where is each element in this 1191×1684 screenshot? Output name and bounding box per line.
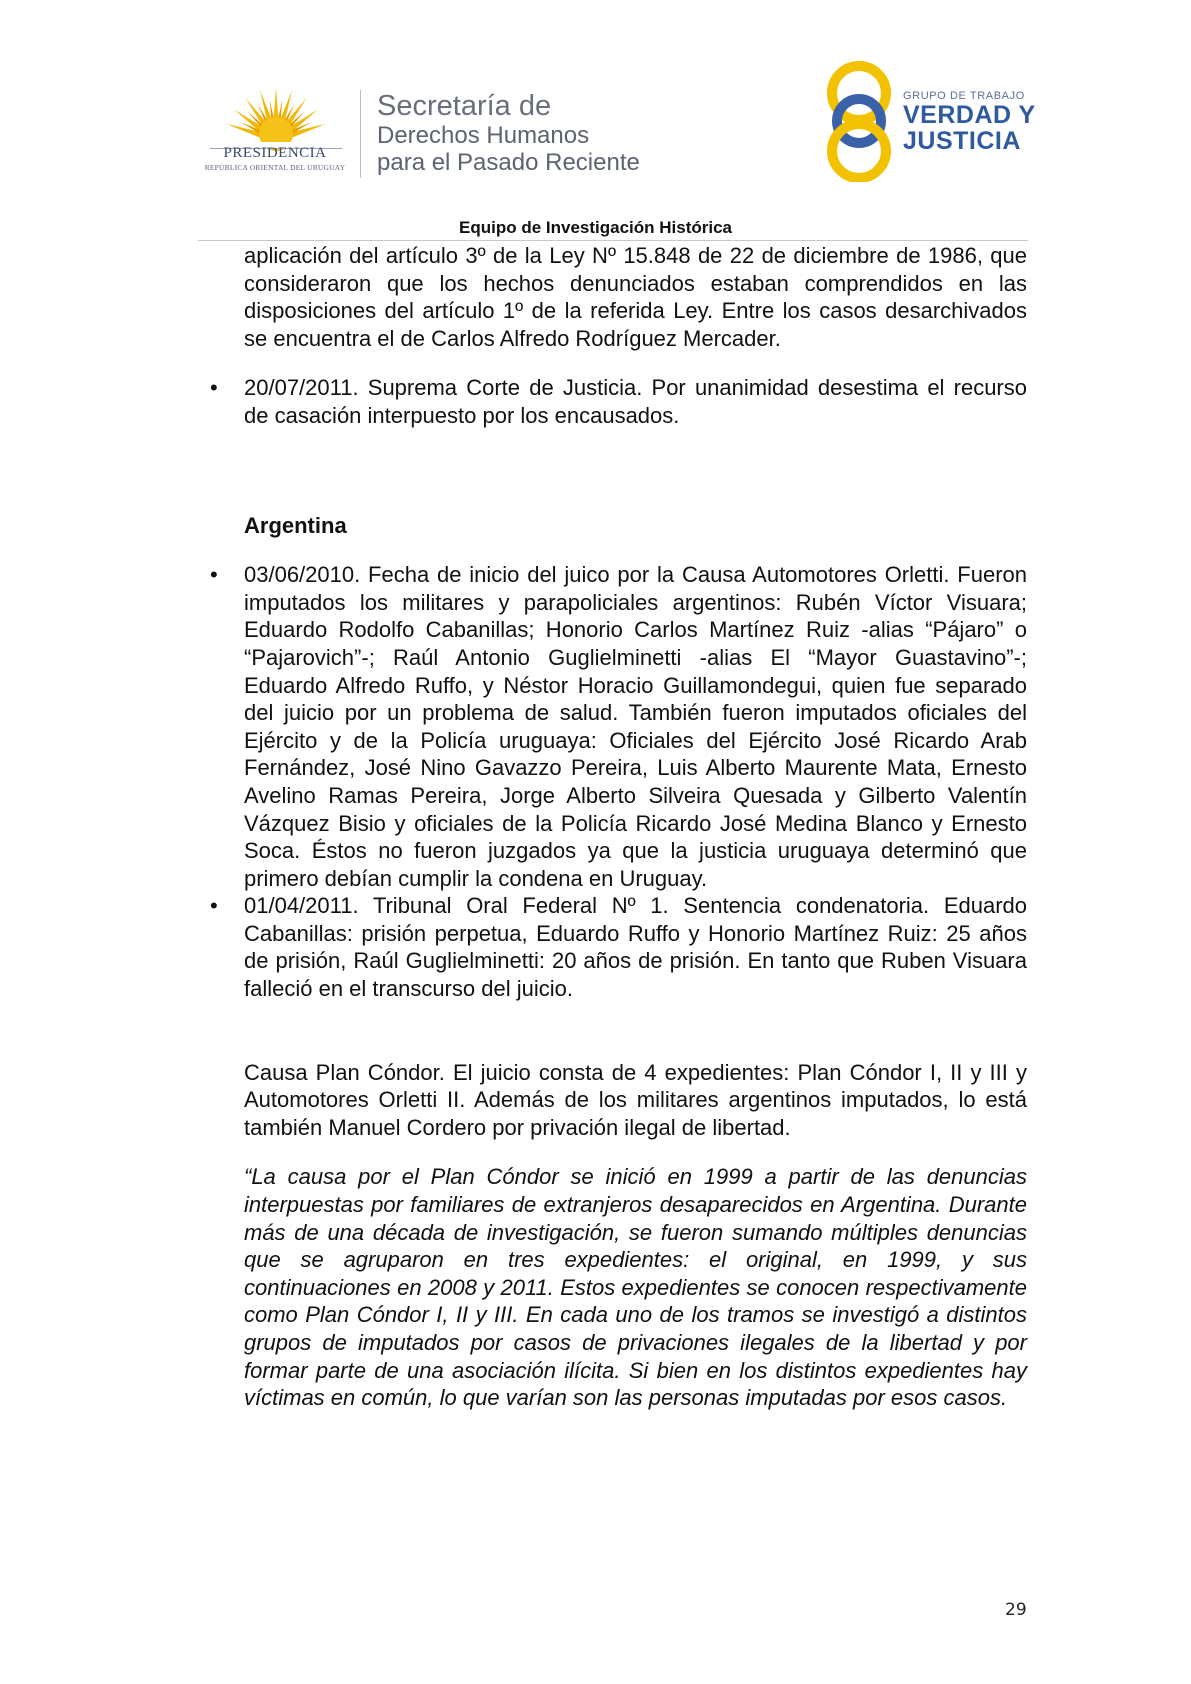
presidencia-subtitle: REPÚBLICA ORIENTAL DEL URUGUAY [204, 163, 346, 172]
secretaria-line-3: para el Pasado Reciente [377, 149, 640, 176]
paragraph-plan-condor: Causa Plan Cóndor. El juicio consta de 4 expedientes: Plan Cóndor I, II y III y Automotores Orletti II. Además de los militares argentinos imputados, lo está también Manuel Cordero por privación ilegal de libertad. [244, 1059, 1027, 1140]
paragraph-continuation: aplicación del artículo 3º de la Ley Nº 15.848 de 22 de diciembre de 1986, que consideraron que los hechos denunciados estaban comprendidos en las disposiciones del artículo 1º de la referida Ley. Entre los casos desarchivados se encuentra el de Carlos Alfredo Rodríguez Mercader. [244, 243, 1027, 351]
grupo-trabajo-line: GRUPO DE TRABAJO [903, 90, 1025, 102]
secretaria-line-1: Secretaría de [377, 90, 552, 122]
secretaria-logo-text [377, 90, 697, 176]
bullet-list-argentina [244, 561, 1027, 1003]
page-number: 29 [1005, 1600, 1027, 1620]
header-rule [198, 240, 1028, 241]
page-header [0, 0, 1191, 240]
bullet-item: • 03/06/2010. Fecha de inicio del juico por la Causa Automotores Orletti. Fueron imputados los militares y parapoliciales argentinos: Rubén Víctor Visuara; Eduardo Rodolfo Cabanillas; Honorio Carlos Martínez Ruiz -alias “Pájaro” o “Pajarovich”-; Raúl Antonio Guglielminetti -alias El “Mayor Guastavino”-; Eduardo Alfredo Ruffo, y Néstor Horacio Guillamondegui, quien fue separado del juicio por un problema de salud. También fueron imputados oficiales del Ejército y de la Policía uruguaya: Oficiales del Ejército José Ricardo Arab Fernández, José Nino Gavazzo Pereira, Luis Alberto Maurente Mata, Ernesto Avelino Ramas Pereira, Jorge Alberto Silveira Quesada y Gilberto Valentín Vázquez Bisio y oficiales de la Policía Ricardo José Medina Blanco y Ernesto Soca. Éstos no fueron juzgados ya que la justicia uruguaya determinó que primero debían cumplir la condena en Uruguay. [244, 561, 1027, 892]
header-caption: Equipo de Investigación Histórica [459, 218, 732, 237]
verdad-justicia-rings-logo [818, 60, 900, 182]
header-divider [360, 90, 361, 178]
bullet-list-uruguay [244, 374, 1027, 429]
section-heading-argentina: Argentina [244, 512, 347, 538]
bullet-item: • 20/07/2011. Suprema Corte de Justicia. Por unanimidad desestima el recurso de casación interpuesto por los encausados. [244, 374, 1027, 429]
presidencia-name: PRESIDENCIA [223, 145, 327, 161]
page-content [244, 242, 1027, 1412]
verdad-line: VERDAD Y [903, 101, 1036, 129]
bullet-item: • 01/04/2011. Tribunal Oral Federal Nº 1. Sentencia condenatoria. Eduardo Cabanillas: prisión perpetua, Eduardo Ruffo y Honorio Martínez Ruiz: 25 años de prisión, Raúl Guglielminetti: 20 años de prisión. En tanto que Ruben Visuara falleció en el transcurso del juicio. [244, 892, 1027, 1002]
quote-plan-condor: “La causa por el Plan Cóndor se inició en 1999 a partir de las denuncias interpuestas por familiares de extranjeros desaparecidos en Argentina. Durante más de una década de investigación, se fueron sumando múltiples denuncias que se agruparon en tres expedientes: el original, en 1999, y sus continuaciones en 2008 y 2011. Estos expedientes se conocen respectivamente como Plan Cóndor I, II y III. En cada uno de los tramos se investigó a distintos grupos de imputados por casos de privaciones ilegales de la libertad y por formar parte de una asociación ilícita. Si bien en los distintos expedientes hay víctimas en común, lo que varían son las personas imputadas por esos casos. [244, 1164, 1027, 1411]
secretaria-line-2: Derechos Humanos [377, 122, 590, 149]
justicia-line: JUSTICIA [903, 127, 1021, 155]
grupo-trabajo-logo-text [903, 90, 1036, 154]
